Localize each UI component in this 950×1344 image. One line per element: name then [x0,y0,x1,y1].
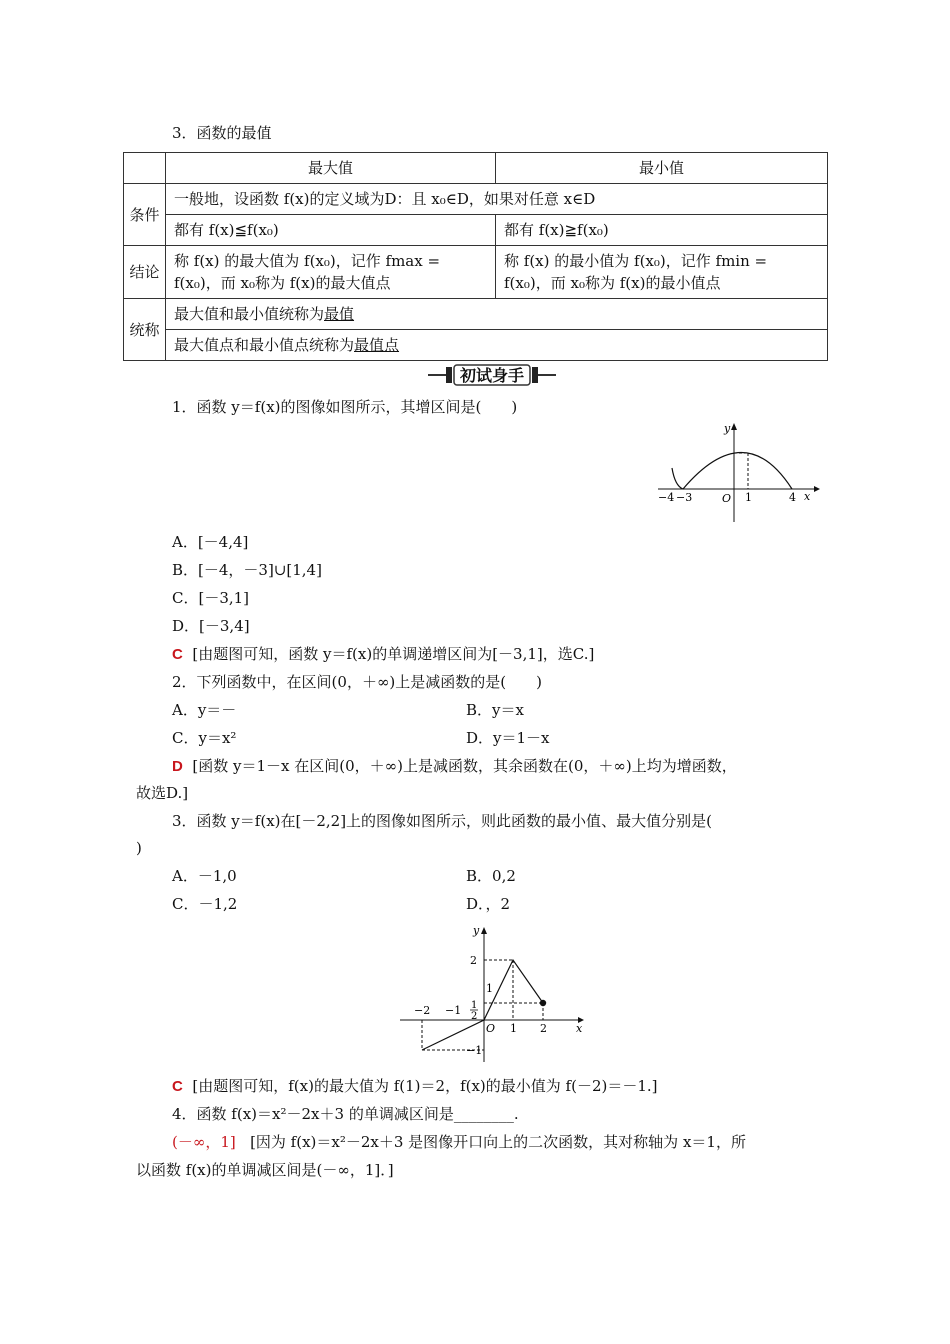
q3-answer: C [172,1078,183,1095]
svg-text:−4: −4 [658,491,675,504]
q1-option-b: B．[－4，－3]∪[1,4] [172,561,322,579]
q3-option-c: C．－1,2 [172,895,238,913]
svg-text:2: 2 [471,1011,478,1022]
svg-text:1: 1 [510,1022,517,1035]
q1-solution: C [由题图可知，函数 y＝f(x)的单调递增区间为[－3,1]，选C.] [172,645,595,663]
condition-common: 一般地，设函数 f(x)的定义域为D：且 x₀∈D，如果对任意 x∈D [166,184,828,215]
q3-solution: C [由题图可知，f(x)的最大值为 f(1)＝2，f(x)的最小值为 f(－2)＝－1.] [172,1077,658,1095]
q3-option-d: D．，2 [466,895,511,913]
svg-text:2: 2 [470,954,477,967]
name-row-extremum-point: 最大值点和最小值点统称为最值点 [166,330,828,361]
q2-answer: D [172,758,183,775]
col-header-min: 最小值 [496,153,828,184]
conclusion-max: 称 f(x) 的最大值为 f(x₀)，记作 fmax = f(x₀)，而 x₀称为 f(x)的最大值点 [166,246,496,299]
svg-text:x: x [576,1022,583,1035]
name-row-extremum: 最大值和最小值统称为最值 [166,299,828,330]
svg-text:1: 1 [745,491,752,504]
q2-stem: 2．下列函数中，在区间(0，＋∞)上是减函数的是( ) [172,673,542,691]
max-min-table [123,152,828,361]
q2-solution-cont: 故选D.] [136,784,189,802]
q3-option-a: A．－1,0 [172,867,237,885]
q2-solution: D [函数 y＝1－x 在区间(0，＋∞)上是减函数，其余函数在(0，＋∞)上均为增函数， [172,757,737,775]
q4-solution-cont: 以函数 f(x)的单调减区间是(－∞，1]．] [136,1161,394,1179]
svg-text:y: y [473,924,480,937]
q4-solution: (－∞，1] [因为 f(x)＝x²－2x＋3 是图像开口向上的二次函数，其对称轴为 x＝1，所 [172,1133,746,1151]
q1-answer: C [172,646,183,663]
table-corner [124,153,166,184]
q1-option-d: D．[－3,4] [172,617,250,635]
q3-stem: 3．函数 y＝f(x)在[－2,2]上的图像如图所示，则此函数的最小值、最大值分别是( [172,812,712,830]
q3-graph [398,922,588,1064]
q1-option-a: A．[－4,4] [172,533,249,551]
svg-text:2: 2 [540,1022,547,1035]
section-title: 3．函数的最值 [172,124,272,142]
row-label-conclusion: 结论 [124,246,166,299]
svg-text:O: O [722,492,732,505]
svg-text:−1: −1 [466,1044,483,1057]
svg-text:−3: −3 [676,491,693,504]
q3-option-b: B．0,2 [466,867,516,885]
svg-text:x: x [804,490,811,503]
svg-text:4: 4 [789,491,796,504]
q1-stem: 1．函数 y＝f(x)的图像如图所示，其增区间是( ) [172,398,518,416]
q4-answer: (－∞，1] [172,1133,236,1151]
row-label-name: 统称 [124,299,166,361]
svg-text:y: y [724,422,731,435]
svg-text:O: O [486,1022,496,1035]
conclusion-min: 称 f(x) 的最小值为 f(x₀)，记作 fmin = f(x₀)，而 x₀称为 f(x)的最小值点 [496,246,828,299]
banner-trial [428,362,556,388]
banner-text: 初试身手 [459,366,525,385]
q2-option-c: C．y＝x² [172,729,237,747]
q2-option-d: D．y＝1－x [466,729,550,747]
col-header-max: 最大值 [166,153,496,184]
q3-stem-cont: ) [136,839,142,857]
row-label-condition: 条件 [124,184,166,246]
svg-text:1: 1 [486,982,493,995]
condition-min: 都有 f(x)≧f(x₀) [496,215,828,246]
q4-stem: 4．函数 f(x)＝x²－2x＋3 的单调减区间是________. [172,1105,519,1123]
condition-max: 都有 f(x)≦f(x₀) [166,215,496,246]
q2-option-b: B．y＝x [466,701,524,719]
q2-option-a: A．y＝－ [172,701,237,719]
q1-graph [650,420,820,526]
svg-text:1: 1 [471,1000,478,1011]
svg-text:−1: −1 [445,1004,462,1017]
svg-text:−2: −2 [414,1004,431,1017]
q1-option-c: C．[－3,1] [172,589,250,607]
